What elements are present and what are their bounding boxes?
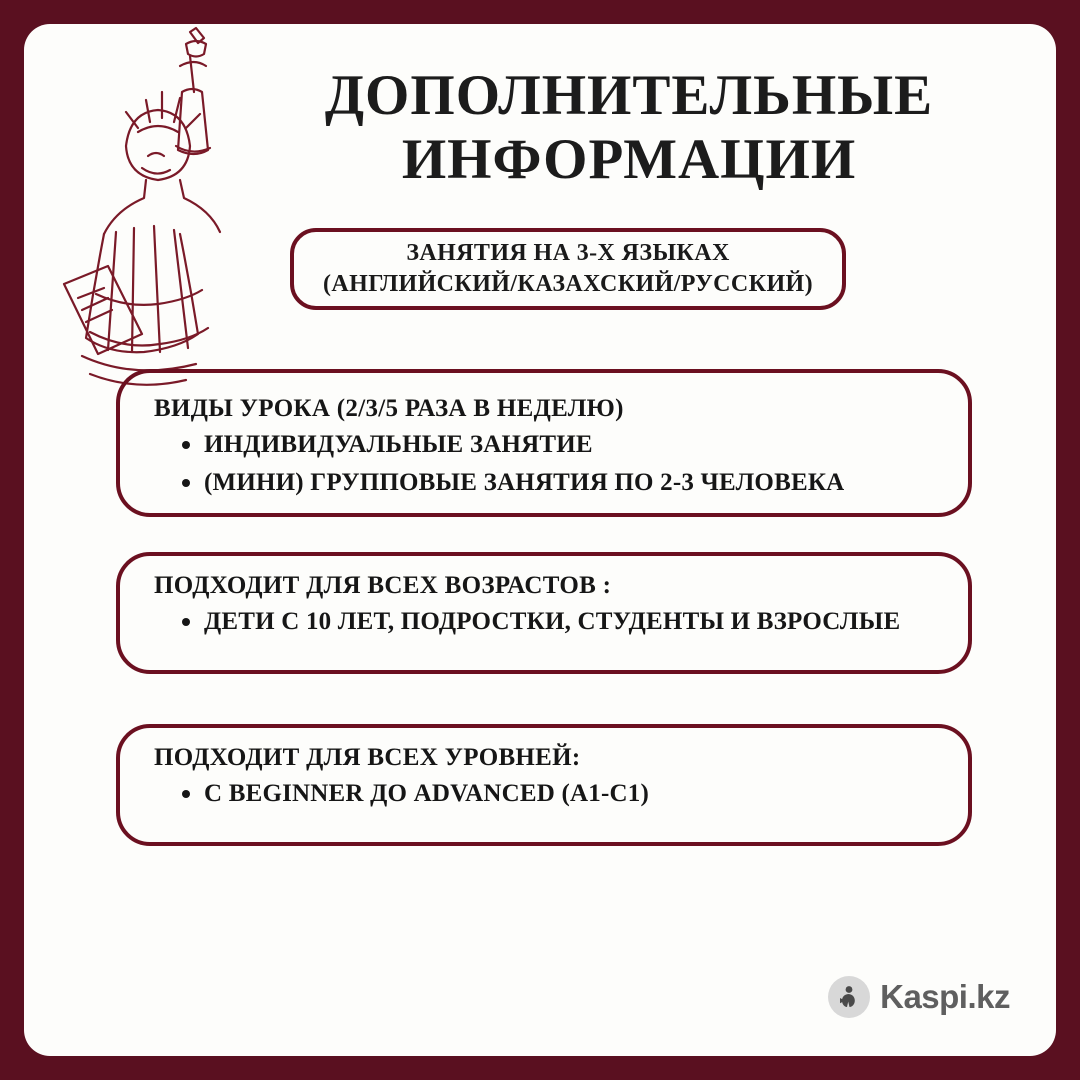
list-item: С BEGINNER ДО ADVANCED (A1-C1): [182, 775, 968, 813]
ages-heading: ПОДХОДИТ ДЛЯ ВСЕХ ВОЗРАСТОВ :: [154, 572, 612, 599]
kaspi-logo-icon: [828, 976, 870, 1018]
languages-box: [290, 228, 846, 310]
list-item: ИНДИВИДУАЛЬНЫЕ ЗАНЯТИЕ: [182, 426, 968, 464]
kaspi-payment-badge: [828, 976, 1010, 1018]
levels-list: [154, 775, 968, 813]
title-line-2: ИНФОРМАЦИИ: [401, 128, 857, 192]
kaspi-label: Kaspi.kz: [880, 978, 1010, 1015]
lesson-types-list: [154, 426, 968, 501]
languages-line-1: ЗАНЯТИЯ НА 3-Х ЯЗЫКАХ: [406, 239, 730, 266]
languages-line-2: (АНГЛИЙСКИЙ/КАЗАХСКИЙ/РУССКИЙ): [323, 271, 813, 297]
page-title: [224, 64, 1034, 193]
poster-card: [24, 24, 1056, 1056]
lesson-types-box: [116, 369, 972, 517]
lesson-types-heading: ВИДЫ УРОКА (2/3/5 РАЗА В НЕДЕЛЮ): [154, 395, 624, 422]
title-line-1: ДОПОЛНИТЕЛЬНЫЕ: [324, 64, 934, 127]
ages-list: [154, 603, 968, 641]
list-item: (МИНИ) ГРУППОВЫЕ ЗАНЯТИЯ ПО 2-3 ЧЕЛОВЕКА: [182, 464, 968, 502]
levels-box: [116, 724, 972, 846]
ages-box: [116, 552, 972, 674]
levels-heading: ПОДХОДИТ ДЛЯ ВСЕХ УРОВНЕЙ:: [154, 744, 581, 771]
list-item: ДЕТИ С 10 ЛЕТ, ПОДРОСТКИ, СТУДЕНТЫ И ВЗРОСЛЫЕ: [182, 603, 968, 641]
